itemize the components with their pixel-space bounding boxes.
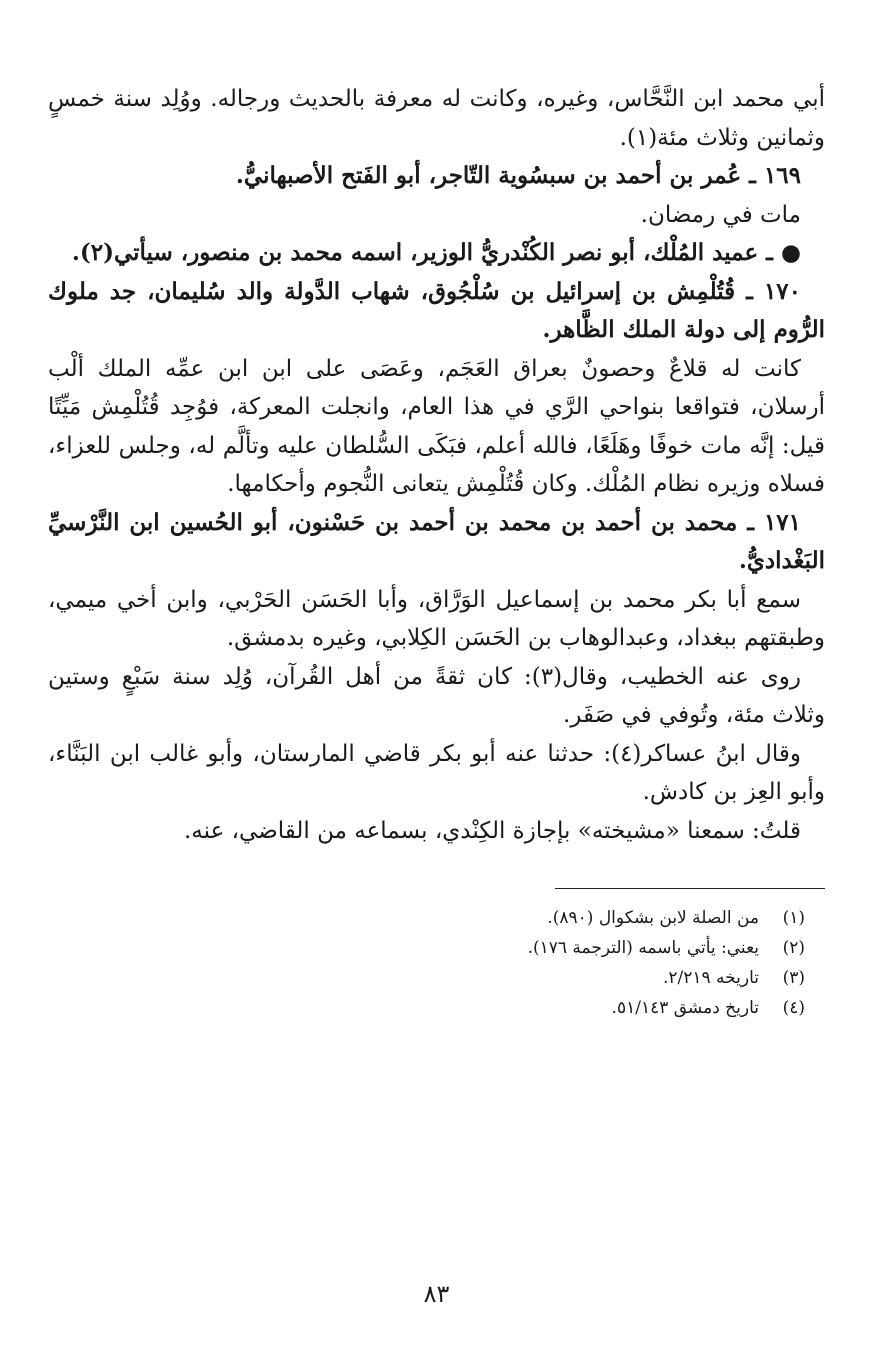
footnote-number: (٤) (782, 998, 805, 1018)
footnote-text: تاريخ دمشق ٥١/١٤٣. (611, 998, 759, 1018)
entry-heading-170: ١٧٠ ـ قُتُلْمِش بن إسرائيل بن سُلْجُوق، شهاب الدَّولة والد سُليمان، جد ملوك الرُّوم إلى دولة الملك الظَّاهر. (48, 277, 825, 343)
footnote-number: (١) (782, 908, 805, 928)
footnote (48, 903, 825, 933)
footnote-text: تاريخه ٢/٢١٩. (662, 968, 759, 988)
footnotes (48, 903, 825, 1023)
footnote-divider (555, 888, 825, 889)
footnote-text: من الصلة لابن بشكوال (٨٩٠). (547, 908, 759, 928)
main-text (48, 80, 825, 850)
footnote (48, 963, 825, 993)
footnote-text: يعني: يأتي باسمه (الترجمة ١٧٦). (527, 938, 759, 958)
footnote-number: (٢) (782, 938, 805, 958)
paragraph: روى عنه الخطيب، وقال(٣): كان ثقةً من أهل القُرآن، وُلِد سنة سَبْعٍ وستين وثلاث مئة، وتُوفي في صَفَر. (48, 663, 825, 728)
paragraph: مات في رمضان. (640, 201, 801, 228)
paragraph-continuation: أبي محمد ابن النَّحَّاس، وغيره، وكانت له معرفة بالحديث ورجاله. ووُلِد سنة خمسٍ وثمانين وثلاث مئة(١). (48, 86, 825, 151)
entry-heading-171: ١٧١ ـ محمد بن أحمد بن محمد بن أحمد بن حَسْنون، أبو الحُسين ابن النَّرْسيِّ البَغْداديُّ. (48, 508, 825, 574)
paragraph: قلتُ: سمعنا «مشيخته» بإجازة الكِنْدي، بسماعه من القاضي، عنه. (184, 817, 801, 844)
footnote (48, 933, 825, 963)
paragraph: كانت له قلاعٌ وحصونٌ بعراق العَجَم، وعَصَى على ابن ابن عمِّه الملك ألْب أرسلان، فتواقعا بنواحي الرَّي في هذا العام، وانجلت المعركة، فوُجِد قُتُلْمِش مَيِّتًا قيل: إنَّه مات خوفًا وهَلَعًا، فالله أعلم، فبَكَى السُّلطان عليه وتألَّم له، وجلس للعزاء، فسلاه وزيره نظام المُلْك. وكان قُتُلْمِش يتعانى النُّجوم وأحكامها. (48, 355, 825, 497)
entry-heading-169: ١٦٩ ـ عُمر بن أحمد بن سبسُوية التّاجر، أبو الفَتح الأصبهانيُّ. (235, 162, 801, 189)
footnote-number: (٣) (782, 968, 805, 988)
paragraph: سمع أبا بكر محمد بن إسماعيل الوَرَّاق، وأبا الحَسَن الحَرْبي، وابن أخي ميمي، وطبقتهم ببغداد، وعبدالوهاب بن الحَسَن الكِلابي، وغيره بدمشق. (48, 586, 825, 651)
paragraph: وقال ابنُ عساكر(٤): حدثنا عنه أبو بكر قاضي المارستان، وأبو غالب ابن البَنَّاء، وأبو العِز بن كادش. (48, 740, 825, 805)
footnote (48, 993, 825, 1023)
cross-reference-entry: ● ـ عميد المُلْك، أبو نصر الكُنْدريُّ الوزير، اسمه محمد بن منصور، سيأتي(٢). (71, 239, 801, 266)
page-number: ٨٣ (423, 1280, 450, 1308)
